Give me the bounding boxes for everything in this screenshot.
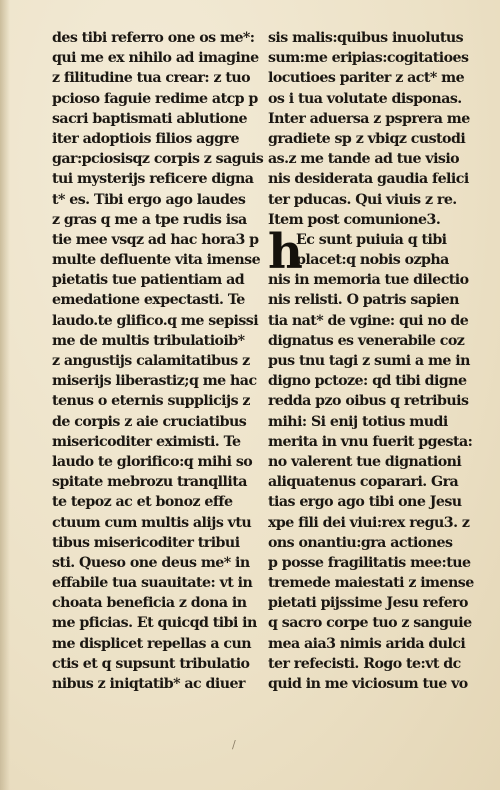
right-column-line: locutioes pariter z act* me [268, 70, 465, 87]
right-column-line: nis relisti. O patris sapien [268, 292, 459, 309]
left-column-line: des tibi referro one os me*: [52, 30, 255, 46]
right-column-line: p posse fragilitatis mee:tue [268, 554, 471, 571]
right-column-line: ter refecisti. Rogo te:vt dc [268, 655, 461, 672]
initial-line: Ec sunt puiuia q tibi [296, 231, 447, 248]
left-column-line: nibus z iniqtatib* ac diuer [52, 676, 245, 692]
right-column-top-lines [268, 28, 476, 230]
left-column-line: choata beneficia z dona in [52, 595, 247, 612]
page-gutter-shadow [0, 0, 10, 790]
right-column-line: xpe fili dei viui:rex regu3. z [268, 514, 470, 531]
right-column-line: ter pducas. Qui viuis z re. [268, 191, 457, 208]
right-column-line: mihi: Si enij totius mudi [268, 413, 448, 430]
left-column-line: me displicet repellas a cun [52, 635, 252, 652]
left-column-line: z filitudine tua crear: z tuo [52, 70, 251, 87]
right-column-remaining-lines [268, 270, 476, 694]
right-column-line: tia nat* de vgine: qui no de [268, 312, 469, 329]
left-column-line: tibus misericoditer tribui [52, 534, 240, 551]
right-column-line: tias ergo ago tibi one Jesu [268, 494, 462, 511]
left-text-column [52, 28, 264, 694]
left-column-line: laudo.te glifico.q me sepissi [52, 312, 259, 329]
left-column-line: pietatis tue patientiam ad [52, 272, 245, 289]
right-column-line: mea aia3 nimis arida dulci [268, 635, 466, 652]
right-column-line: pietati pijssime Jesu refero [268, 595, 468, 612]
right-column-line: dignatus es venerabile coz [268, 332, 465, 349]
left-column-line: multe defluente vita imense [52, 252, 261, 269]
right-column-line: redda pzo oibus q retribuis [268, 393, 469, 410]
right-column-line: digno pctoze: qd tibi digne [268, 373, 467, 390]
right-column-line: sis malis:quibus inuolutus [268, 30, 464, 46]
left-column-line: me de multis tribulatioib* [52, 332, 245, 349]
right-column-line: sum:me eripias:cogitatioes [268, 50, 469, 67]
left-column-line: sacri baptismati ablutione [52, 110, 247, 127]
left-column-line: de corpis z aie cruciatibus [52, 413, 247, 430]
right-column-line: nis in memoria tue dilectio [268, 272, 469, 289]
left-column-line: ctis et q supsunt tribulatio [52, 655, 250, 672]
right-column-line: Item post comunione3. [268, 211, 441, 228]
right-column-line: aliquatenus coparari. Gra [268, 474, 459, 491]
left-column-line: emedatione expectasti. Te [52, 292, 245, 309]
left-column-line: laudo te glorifico:q mihi so [52, 453, 253, 470]
right-column-line: gradiete sp z vbiqz custodi [268, 130, 466, 147]
right-column-line: os i tua volutate disponas. [268, 90, 462, 107]
left-column-line: te tepoz ac et bonoz effe [52, 494, 233, 511]
left-column-line: tui mysterijs reficere digna [52, 171, 254, 188]
left-column-line: pcioso faguie redime atcp p [52, 90, 258, 107]
left-column-line: iter adoptiois filios aggre [52, 130, 239, 147]
right-column-line: pus tnu tagi z sumi a me in [268, 353, 470, 369]
left-column-line: gar:pciosisqz corpis z saguis [52, 151, 264, 168]
left-column-line: tenus o eternis supplicijs z [52, 393, 250, 410]
right-column-line: Inter aduersa z psprera me [268, 110, 470, 127]
right-text-column [268, 28, 476, 694]
left-column-line: z gras q me a tpe rudis isa [52, 211, 247, 228]
left-column-line: effabile tua suauitate: vt in [52, 575, 253, 592]
left-column-line: ctuum cum multis alijs vtu [52, 514, 252, 531]
left-column-line: z angustijs calamitatibus z [52, 353, 250, 369]
right-column-line: q sacro corpe tuo z sanguie [268, 615, 472, 632]
left-column-line: qui me ex nihilo ad imagine [52, 50, 259, 67]
left-column-line: me pficias. Et quicqd tibi in [52, 615, 257, 632]
left-column-line: sti. Queso one deus me* in [52, 554, 250, 571]
right-column-line: no valerent tue dignationi [268, 453, 462, 470]
left-column-line: miserijs liberastiz;q me hac [52, 373, 257, 390]
right-column-line: ons onantiu:gra actiones [268, 534, 453, 551]
page-bottom-mark: / [232, 738, 236, 751]
left-column-line: tie mee vsqz ad hac hora3 p [52, 231, 259, 248]
left-column-line: spitate mebrozu tranqllita [52, 474, 247, 491]
right-column-line: quid in me viciosum tue vo [268, 676, 468, 692]
right-column-line: merita in vnu fuerit pgesta: [268, 433, 473, 450]
decorated-initial-letter: h [268, 223, 303, 280]
initial-paragraph [268, 223, 476, 280]
right-column-line: as.z me tande ad tue visio [268, 151, 460, 168]
left-column-line: t* es. Tibi ergo ago laudes [52, 191, 246, 208]
left-column-line: misericoditer eximisti. Te [52, 433, 241, 450]
initial-line: placet:q nobis ozpha [296, 252, 449, 269]
right-column-line: tremede maiestati z imense [268, 575, 474, 592]
right-column-line: nis desiderata gaudia felici [268, 171, 469, 188]
